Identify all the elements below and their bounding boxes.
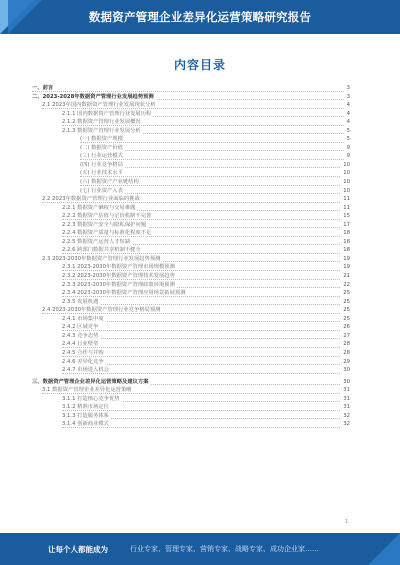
toc-entry[interactable] <box>32 332 350 341</box>
toc-entry-page: 18 <box>343 230 350 237</box>
toc-entry-text: 二、2023-2028年数据资产管理行业发展趋势预测 <box>32 93 154 100</box>
toc-entry-page: 11 <box>343 204 350 211</box>
toc-entry[interactable] <box>32 386 350 395</box>
toc-entry-page: 10 <box>343 170 350 177</box>
toc-entry-page: 19 <box>343 255 350 262</box>
dot-leader <box>62 253 350 254</box>
toc-entry-page: 15 <box>343 213 350 220</box>
toc-entry[interactable] <box>32 93 350 102</box>
toc-entry[interactable] <box>32 127 350 136</box>
footer-slogan: 让每个人都能成为 <box>48 545 108 554</box>
toc-entry[interactable] <box>32 152 350 161</box>
toc-entry-text: 2.4.2 区域竞争 <box>62 324 99 331</box>
toc-entry[interactable] <box>32 246 350 255</box>
toc-entry[interactable] <box>32 403 350 412</box>
toc-entry-text: (四) 行业竞争格局 <box>80 161 123 168</box>
toc-entry-text: (三) 行业运营模式 <box>80 153 123 160</box>
toc-entry-page: 4 <box>346 102 350 109</box>
toc-entry[interactable] <box>32 306 350 315</box>
toc-entry-page: 5 <box>346 136 350 143</box>
toc-entry[interactable] <box>32 221 350 230</box>
footer-decoration <box>368 533 400 565</box>
toc-entry[interactable] <box>32 229 350 238</box>
toc-entry[interactable] <box>32 298 350 307</box>
toc-entry-text: 3.1.2 精准市场定位 <box>62 404 109 411</box>
toc-entry-text: 三、数据资产管理企业差异化运营策略及建议方案 <box>32 378 149 385</box>
toc-entry-page: 22 <box>343 281 350 288</box>
dot-leader <box>32 91 350 92</box>
dot-leader <box>62 338 350 339</box>
footer-banner <box>0 533 400 565</box>
dot-leader <box>80 159 350 160</box>
toc-entry-text: (二) 数据资产价值 <box>80 144 123 151</box>
toc-entry[interactable] <box>32 204 350 213</box>
toc-entry-page: 26 <box>343 324 350 331</box>
toc-entry-page: 31 <box>343 404 350 411</box>
toc-entry-page: 9 <box>346 144 350 151</box>
toc-entry-text: (六) 数据资产产业链结构 <box>80 179 139 186</box>
toc-title: 内容目录 <box>173 58 226 72</box>
toc-entry[interactable] <box>32 378 350 387</box>
toc-entry-text: 2.1 2023年国内数据资产管理行业发展现状分析 <box>42 102 156 109</box>
toc-entry[interactable] <box>32 315 350 324</box>
toc-entry-text: 2.3.1 2023-2030年数据资产管理市场规模预测 <box>62 264 175 271</box>
toc-entry[interactable] <box>32 187 350 196</box>
toc-entry-page: 30 <box>343 378 350 385</box>
toc-entry-page: 28 <box>343 349 350 356</box>
toc-entry-text: 2.2.2 数据资产估值与定价机制不完善 <box>62 213 152 220</box>
toc-entry[interactable] <box>32 366 350 375</box>
toc-entry-text: 3.1 数据资产管理企业差异化运营策略 <box>42 387 132 394</box>
toc-entry[interactable] <box>32 212 350 221</box>
toc-entry[interactable] <box>32 238 350 247</box>
toc-entry-text: 2.1.2 数据资产管理行业发展概况 <box>62 119 141 126</box>
toc-entry[interactable] <box>32 349 350 358</box>
toc-entry-text: 2.2 2023年数据资产管理行业面临的挑战 <box>42 196 140 203</box>
toc-entry-page: 5 <box>346 127 350 134</box>
dot-leader <box>62 304 350 305</box>
page-number: 1 <box>344 519 348 525</box>
toc-entry[interactable] <box>32 101 350 110</box>
dot-leader <box>62 427 350 428</box>
toc-entry[interactable] <box>32 144 350 153</box>
toc-entry-text: 2.3.2 2023-2030年数据资产管理技术发展趋势 <box>62 273 175 280</box>
toc-entry[interactable] <box>32 358 350 367</box>
toc-entry[interactable] <box>32 395 350 404</box>
toc-entry[interactable] <box>32 255 350 264</box>
toc-entry-page: 10 <box>343 161 350 168</box>
toc-entry[interactable] <box>32 161 350 170</box>
table-of-contents <box>32 84 350 429</box>
toc-entry[interactable] <box>32 420 350 429</box>
toc-entry-page: 31 <box>343 395 350 402</box>
toc-entry-page: 17 <box>343 221 350 228</box>
toc-entry-text: 2.2.4 数据资产质量与标准化程度不足 <box>62 230 152 237</box>
toc-entry-page: 32 <box>343 412 350 419</box>
toc-entry-text: 3.1.3 打造服务体系 <box>62 412 109 419</box>
toc-entry[interactable] <box>32 84 350 93</box>
toc-entry[interactable] <box>32 340 350 349</box>
toc-entry-text: 2.2.6 跨部门数据共享机制不健全 <box>62 247 141 254</box>
toc-entry[interactable] <box>32 263 350 272</box>
toc-entry-text: 2.4.3 竞争态势 <box>62 332 99 339</box>
toc-entry[interactable] <box>32 412 350 421</box>
toc-entry-page: 18 <box>343 247 350 254</box>
toc-entry-page: 25 <box>343 307 350 314</box>
footer-roles: 行业专家、管理专家、营销专家、战略专家、成功企业家…… <box>130 545 319 553</box>
dot-leader <box>80 176 350 177</box>
dot-leader <box>62 270 350 271</box>
toc-entry-page: 25 <box>343 298 350 305</box>
toc-entry-page: 9 <box>346 153 350 160</box>
toc-entry-page: 10 <box>343 179 350 186</box>
dot-leader <box>62 347 350 348</box>
toc-entry[interactable] <box>32 281 350 290</box>
toc-entry-text: (一) 数据资产规模 <box>80 136 123 143</box>
toc-entry-text: 2.4.7 市场进入机会 <box>62 367 109 374</box>
toc-entry-text: 2.4.1 市场集中度 <box>62 315 104 322</box>
toc-entry-text: 2.4 2023-2030年数据资产管理行业竞争格局预测 <box>42 307 161 314</box>
toc-entry-text: 2.2.3 数据资产安全与隐私保护问题 <box>62 221 147 228</box>
toc-entry-page: 29 <box>343 358 350 365</box>
toc-entry-text: 3.1.4 创新商业模式 <box>62 421 109 428</box>
header-banner <box>0 0 400 34</box>
toc-entry[interactable] <box>32 118 350 127</box>
toc-entry-text: 一、前言 <box>32 85 54 91</box>
toc-entry-page: 4 <box>346 119 350 126</box>
toc-entry-text: 2.4.6 差异化竞争 <box>62 358 104 365</box>
toc-entry-text: 2.3.5 发展机遇 <box>62 298 99 305</box>
toc-entry[interactable] <box>32 195 350 204</box>
toc-entry[interactable] <box>32 272 350 281</box>
toc-entry-page: 18 <box>343 238 350 245</box>
toc-entry-page: 21 <box>343 273 350 280</box>
toc-entry-text: 2.2.1 数据资产确权与交易难题 <box>62 204 136 211</box>
toc-entry[interactable] <box>32 178 350 187</box>
toc-entry-page: 11 <box>343 196 350 203</box>
toc-entry-page: 19 <box>343 264 350 271</box>
toc-entry-page: 3 <box>346 93 350 100</box>
toc-entry-page: 25 <box>343 290 350 297</box>
toc-entry[interactable] <box>32 110 350 119</box>
dot-leader <box>62 330 350 331</box>
toc-entry-text: 2.2.5 数据资产运营人才短缺 <box>62 238 131 245</box>
toc-entry-text: 2.3 2023-2030年数据资产管理行业发展趋势预测 <box>42 255 161 262</box>
toc-entry-page: 10 <box>343 187 350 194</box>
toc-entry-page: 25 <box>343 315 350 322</box>
toc-entry[interactable] <box>32 289 350 298</box>
toc-entry[interactable] <box>32 323 350 332</box>
toc-entry-page: 28 <box>343 341 350 348</box>
toc-entry-page: 4 <box>346 110 350 117</box>
toc-entry-text: 2.3.3 2023-2030年数据资产管理政策环境预测 <box>62 281 175 288</box>
toc-entry-text: 3.1.1 打造核心竞争优势 <box>62 395 120 402</box>
toc-entry-page: 27 <box>343 332 350 339</box>
toc-entry-text: 2.3.4 2023-2030年数据资产管理应用场景拓展预测 <box>62 290 186 297</box>
toc-entry-page: 31 <box>343 387 350 394</box>
toc-entry-page: 32 <box>343 421 350 428</box>
toc-entry-text: 2.4.5 合作与并购 <box>62 349 104 356</box>
toc-entry-text: 2.1.1 国内数据资产管理行业发展历程 <box>62 110 152 117</box>
toc-entry[interactable] <box>32 135 350 144</box>
toc-entry-page: 30 <box>343 367 350 374</box>
toc-entry[interactable] <box>32 169 350 178</box>
toc-entry-text: 2.1.3 数据资产管理行业发展分析 <box>62 127 141 134</box>
toc-entry-page: 3 <box>346 85 350 91</box>
toc-entry-text: (五) 行业技术水平 <box>80 170 123 177</box>
toc-entry-text: (七) 行业资产入表 <box>80 187 123 194</box>
toc-entry-text: 2.4.4 行业壁垒 <box>62 341 99 348</box>
report-title: 数据资产管理企业差异化运营策略研究报告 <box>88 10 312 24</box>
